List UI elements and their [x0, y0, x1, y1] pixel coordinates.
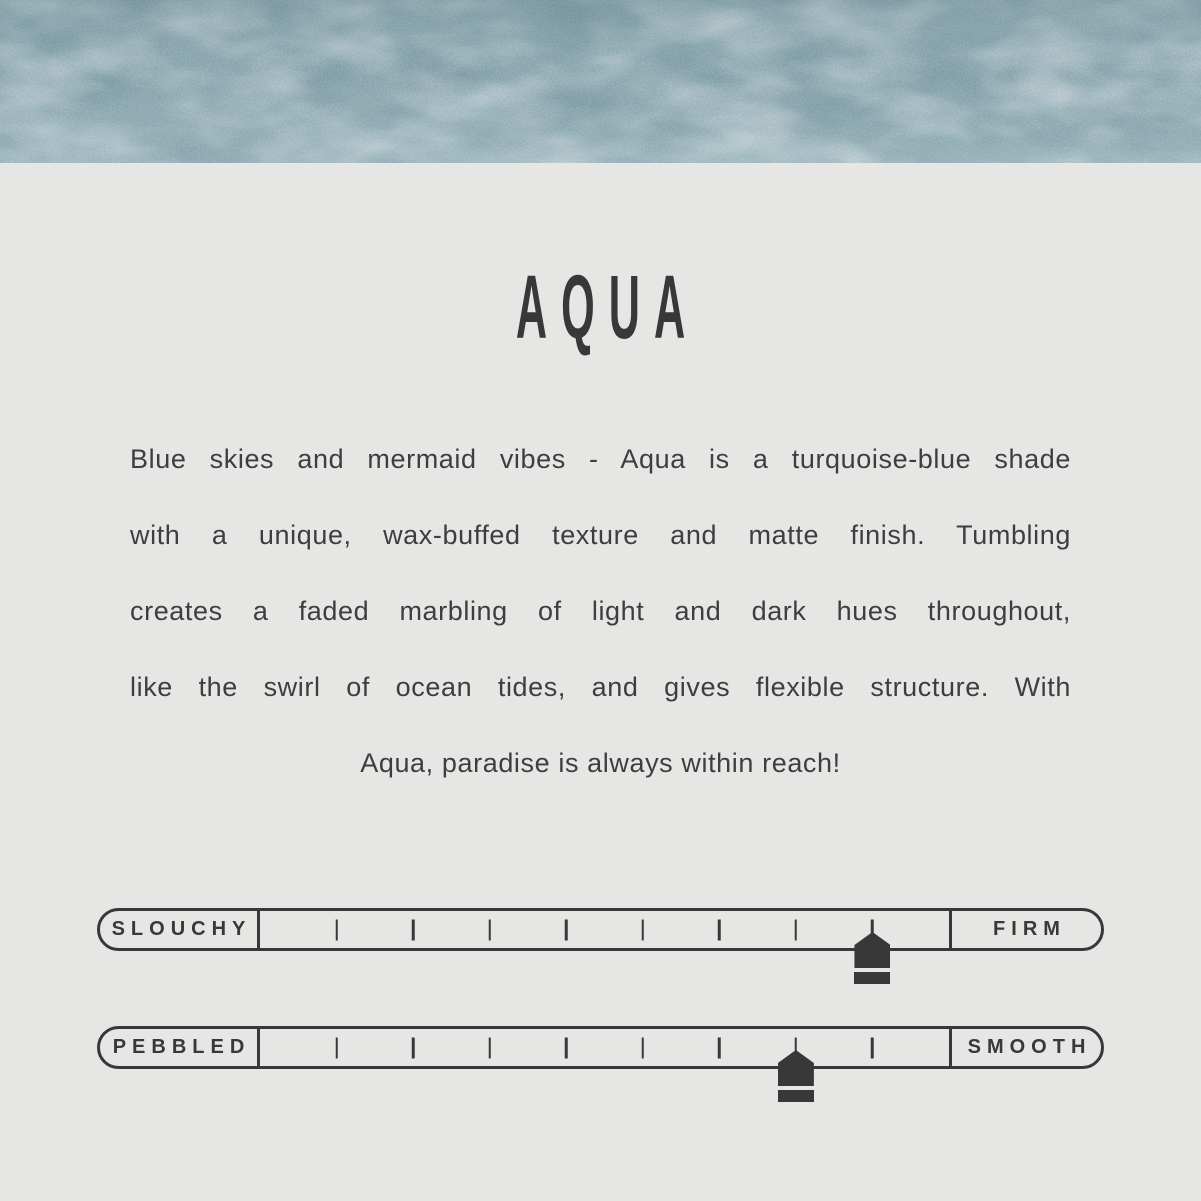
color-description	[130, 421, 1071, 801]
scale-tick	[335, 1037, 338, 1058]
description-line: creates a faded marbling of light and dark hues throughout,	[130, 596, 1071, 626]
description-line: like the swirl of ocean tides, and gives flexible structure. With	[130, 672, 1071, 702]
scale-tick	[335, 919, 338, 940]
scale-tick	[488, 919, 491, 940]
scale-tick	[565, 1037, 568, 1058]
leather-swatch-image	[0, 0, 1201, 163]
scale-tick	[795, 919, 798, 940]
scale-tick	[412, 919, 415, 940]
scale-tick	[642, 919, 645, 940]
scale-left-label: PEBBLED	[100, 1029, 260, 1066]
scale-right-label: FIRM	[949, 911, 1101, 948]
color-name-title: AQUA	[515, 257, 700, 358]
description-line: with a unique, wax-buffed texture and matte finish. Tumbling	[130, 520, 1071, 550]
scale-tick	[642, 1037, 645, 1058]
scale-tick	[718, 1037, 721, 1058]
description-line: Aqua, paradise is always within reach!	[360, 748, 841, 778]
structure-scale	[97, 908, 1104, 951]
scale-tick	[488, 1037, 491, 1058]
scale-marker	[778, 1050, 814, 1102]
scale-track	[260, 911, 949, 948]
marker-pointer-icon	[778, 1050, 814, 1086]
scale-tick	[718, 919, 721, 940]
scale-left-label: SLOUCHY	[100, 911, 260, 948]
texture-scale	[97, 1026, 1104, 1069]
scale-tick	[871, 1037, 874, 1058]
scale-right-label: SMOOTH	[949, 1029, 1101, 1066]
description-line: Blue skies and mermaid vibes - Aqua is a turquoise-blue shade	[130, 444, 1071, 474]
scale-tick	[565, 919, 568, 940]
scale-track	[260, 1029, 949, 1066]
marker-pointer-icon	[854, 932, 890, 968]
scale-marker	[854, 932, 890, 984]
marker-base	[778, 1090, 814, 1102]
scale-tick	[412, 1037, 415, 1058]
marker-base	[854, 972, 890, 984]
